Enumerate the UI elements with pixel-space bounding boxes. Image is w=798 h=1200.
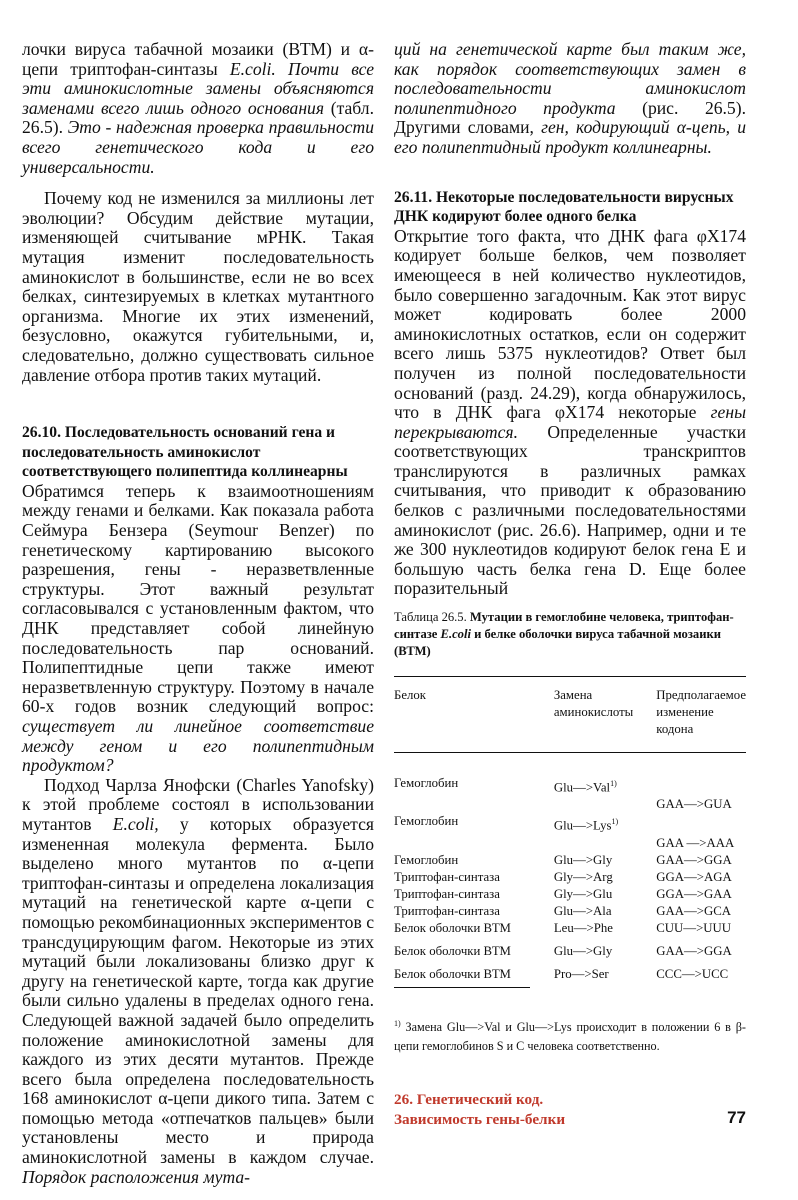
chapter-subtitle: Зависимость гены-белки	[394, 1111, 566, 1128]
paragraph: Подход Чарлза Янофски (Charles Yanofsky) к этой проблеме состоял в использовании мутантов E.coli, у которых образуется измененная молекула фермента. Было выделено много мутантов по α-цепи триптофан-синтазы и определена локализация мутаций на генетической карте α-цепи с помощью рекомбинационных экспериментов с трансдуцирующим фагом. Некоторые из этих мутаций были локализованы близко друг к другу на генетической карте, тогда как другие были сильно удалены в пределах одного гена. Следующей важной задачей было определить положение аминокислотной замены для каждого из этих десяти мутантов. Прежде всего была определена последовательность 168 аминокислот α-цепи дикого типа. Затем с помощью метода «отпечатков пальцев» были установлены место и природа аминокислотной замены в каждом случае. Порядок расположения мута-	[22, 774, 374, 1187]
table-row: GAA—>GUA	[656, 797, 732, 812]
column-header: Замена аминокислоты	[554, 677, 656, 753]
section-heading-26-11: 26.11. Некоторые последовательности вирусных ДНК кодируют более одного белка	[394, 188, 734, 226]
column-header: Белок	[394, 677, 554, 753]
page-number: 77	[727, 1108, 746, 1127]
right-column	[394, 40, 746, 1056]
table-row: Белок оболочки ВТМ Glu—>Gly GAA—>GGA	[394, 943, 732, 958]
table-row: Белок оболочки ВТМ Pro—>Ser CCC—>UCC	[394, 966, 729, 981]
left-column	[22, 40, 374, 1187]
table-row: Гемоглобин Glu—>Gly GAA—>GGA	[394, 852, 732, 867]
table-header-row	[394, 677, 746, 753]
paragraph: Открытие того факта, что ДНК фага φX174 кодирует больше белков, чем позволяет имеющееся в ней количество нуклеотидов, было совершенно загадочным. Как этот вирус может кодировать более 2000 аминокислотных остатков, если он содержит всего лишь 5375 нуклеотидов? Ответ был получен из полной последовательности оснований (разд. 24.29), когда обнаружилось, что в ДНК фага φX174 некоторые гены перекрываются. Определенные участки соответствующих транскриптов транслируются в различных рамках считывания, что приводит к образованию белков с различными последовательностями аминокислот (рис. 26.6). Например, одни и те же 300 нуклеотидов кодируют белок гена E и большую часть белка гена D. Еще более поразительный	[394, 225, 746, 599]
paragraph: ций на генетической карте был таким же, как порядок соответствующих замен в последовательности аминокислот полипептидного продукта (рис. 26.5). Другими словами, ген, кодирующий α-цепь, и его полипептидный продукт коллинеарны.	[394, 39, 746, 157]
table-row: Триптофан-синтаза Glu—>Ala GAA—>GCA	[394, 903, 732, 918]
column-header: Предполагаемое изменение кодона	[656, 677, 746, 753]
page-footer	[394, 1090, 746, 1130]
paragraph: Обратимся теперь к взаимоотношениям между генами и белками. Как показала работа Сеймура Бензера (Seymour Benzer) по генетическому картированию высокого разрешения, гены - неразветвленные структуры. Этот важный результат согласовывался с установленным фактом, что ДНК представляет собой линейную последовательность пар оснований. Полипептидные цепи также имеют неразветвленную структуру. Поэтому в начале 60-х годов возник следующий вопрос: существует ли линейное соответствие между геном и его полипептидным продуктом?	[22, 480, 374, 776]
table-caption: Таблица 26.5. Мутации в гемоглобине человека, триптофан-синтазе E.coli и белке оболочки вируса табачной мозаики (ВТМ)	[394, 610, 734, 659]
table-footnote: $^{1)}$ Замена Glu—>Val и Glu—>Lys происходит в положении 6 в β-цепи гемоглобинов S и C человека соответственно.	[394, 1018, 746, 1053]
section-heading-26-10: 26.10. Последовательность оснований гена и последовательность аминокислот соответствующего полипептида коллинеарны	[22, 424, 348, 481]
table-row: Гемоглобин Glu—>Val$^{1)}$	[394, 776, 617, 795]
table-row: Триптофан-синтаза Gly—>Arg GGA—>AGA	[394, 869, 732, 884]
table-row: Белок оболочки ВТМ Leu—>Phe CUU—>UUU	[394, 920, 732, 935]
table-end-rule	[394, 987, 530, 988]
table-row: GAA —>AAA	[656, 835, 735, 850]
paragraph: лочки вируса табачной мозаики (ВТМ) и α-цепи триптофан-синтазы E.coli. Почти все эти аминокислотные замены объясняются заменами всего лишь одного основания (табл. 26.5). Это - надежная проверка правильности всего генетического кода и его универсальности.	[22, 39, 374, 177]
paragraph: Почему код не изменился за миллионы лет эволюции? Обсудим действие мутации, изменяющей считывание мРНК. Такая мутация изменит последовательность аминокислот в большинстве, если не во всех белках, синтезируемых в клетках мутантного организма. Многие их этих изменений, безусловно, окажутся губительными, и, следовательно, должно существовать сильное давление отбора против таких мутаций.	[22, 188, 374, 385]
table-row: Триптофан-синтаза Gly—>Glu GGA—>GAA	[394, 886, 732, 901]
mutations-table	[394, 676, 746, 983]
table-row: Гемоглобин Glu—>Lys$^{1)}$	[394, 814, 619, 833]
chapter-title: 26. Генетический код.	[394, 1091, 544, 1108]
